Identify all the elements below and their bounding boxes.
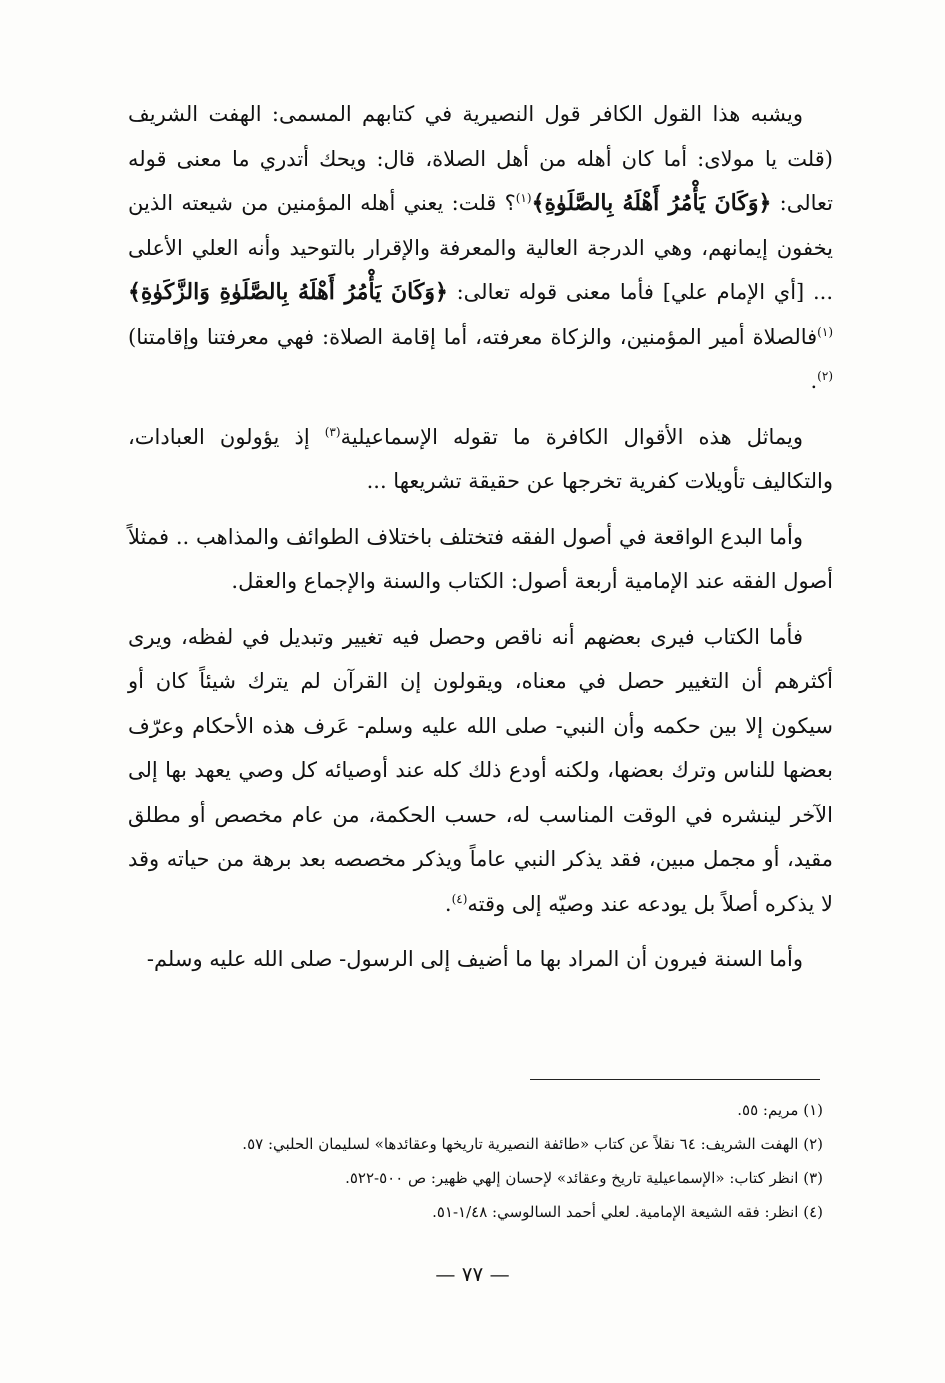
paragraph-3 xyxy=(128,515,833,604)
paragraph-1 xyxy=(128,92,833,404)
text-run: ؟ قلت: يعني أهله المؤمنين من شيعته الذين يخفون إيمانهم، وهي الدرجة العالية والمعرفة والإقرار بالتوحيد وأنه العلي الأعلى ... [أي الإمام علي] فأما معنى قوله تعالى: xyxy=(128,191,833,304)
footnote-1: (١) مريم: ٥٥. xyxy=(737,1101,823,1119)
body-text xyxy=(128,92,833,982)
footnote-ref: (١) xyxy=(515,191,532,205)
footnote-ref: (٣) xyxy=(324,424,341,439)
text-run: وأما البدع الواقعة في أصول الفقه فتختلف باختلاف الطوائف والمذاهب .. فمثلاً أصول الفقه عند الإمامية أربعة أصول: الكتاب والسنة والإجماع والعقل. xyxy=(128,524,833,593)
paragraph-2 xyxy=(128,415,833,504)
text-run: فالصلاة أمير المؤمنين، والزكاة معرفته، أما إقامة الصلاة: فهي معرفتنا وإقامتنا) xyxy=(128,324,818,349)
footnote-ref: (١) xyxy=(817,324,833,339)
footnote-ref: (٢) xyxy=(817,369,833,383)
footnote-3: (٣) انظر كتاب: «الإسماعيلية تاريخ وعقائد» لإحسان إلهي ظهير: ص ٥٠٠-٥٢٢. xyxy=(345,1169,823,1187)
text-run: . xyxy=(810,369,818,393)
quran-verse: ﴿وَكَانَ يَأْمُرُ أَهْلَهُ بِالصَّلَوٰةِ وَالزَّكَوٰةِ﴾ xyxy=(128,279,448,305)
text-run: وأما السنة فيرون أن المراد بها ما أضيف إلى الرسول- صلى الله عليه وسلم- xyxy=(146,947,803,971)
text-run: ويشبه هذا القول الكافر قول النصيرية في كتابهم المسمى: الهفت الشريف (قلت يا مولاى: أما كان أهله من أهل الصلاة، قال: ويحك أتدري ما معنى قوله تعالى: xyxy=(128,102,833,215)
footnote-2: (٢) الهفت الشريف: ٦٤ نقلاً عن كتاب «طائفة النصيرية تاريخها وعقائدها» لسليمان الحلبي: ٥٧. xyxy=(242,1135,823,1153)
text-run: فأما الكتاب فيرى بعضهم أنه ناقص وحصل فيه تغيير وتبديل في لفظه، ويرى أكثرهم أن التغيير حصل في معناه، ويقولون إن القرآن لم يترك شيئاً كان أو سيكون إلا بين حكمه وأن النبي- صلى الله عليه وسلم- عَرف هذه الأحكام وعرّف بعضها للناس وترك بعضها، ولكنه أودع ذلك كله عند أوصيائه كل وصي يعهد بها إلى الآخر لينشره في الوقت المناسب له، حسب الحكمة، من عام مخصص أو مطلق مقيد، أو مجمل مبين، فقد يذكر النبي عاماً ويذكر مخصصه بعد برهة من حياته وقد لا يذكره أصلاً بل يودعه عند وصيّه إلى وقته xyxy=(128,624,833,916)
paragraph-4 xyxy=(128,615,833,927)
footnotes xyxy=(128,1093,823,1229)
footnote-4: (٤) انظر: فقه الشيعة الإمامية. لعلي أحمد السالوسي: ١/٤٨-٥١. xyxy=(432,1203,823,1221)
text-run: ويماثل هذه الأقوال الكافرة ما تقوله الإسماعيلية xyxy=(340,424,803,449)
footnote-separator xyxy=(530,1079,820,1080)
page-number: — ٧٧ — xyxy=(435,1262,510,1286)
text-run: إذ يؤولون العبادات، والتكاليف تأويلات كفرية تخرجها عن حقيقة تشريعها ... xyxy=(128,424,833,493)
paragraph-5 xyxy=(128,937,833,982)
text-run: . xyxy=(444,891,452,916)
footnote-ref: (٤) xyxy=(451,891,468,906)
quran-verse: ﴿وَكَانَ يَأْمُرُ أَهْلَهُ بِالصَّلَوٰةِ﴾ xyxy=(531,190,772,216)
